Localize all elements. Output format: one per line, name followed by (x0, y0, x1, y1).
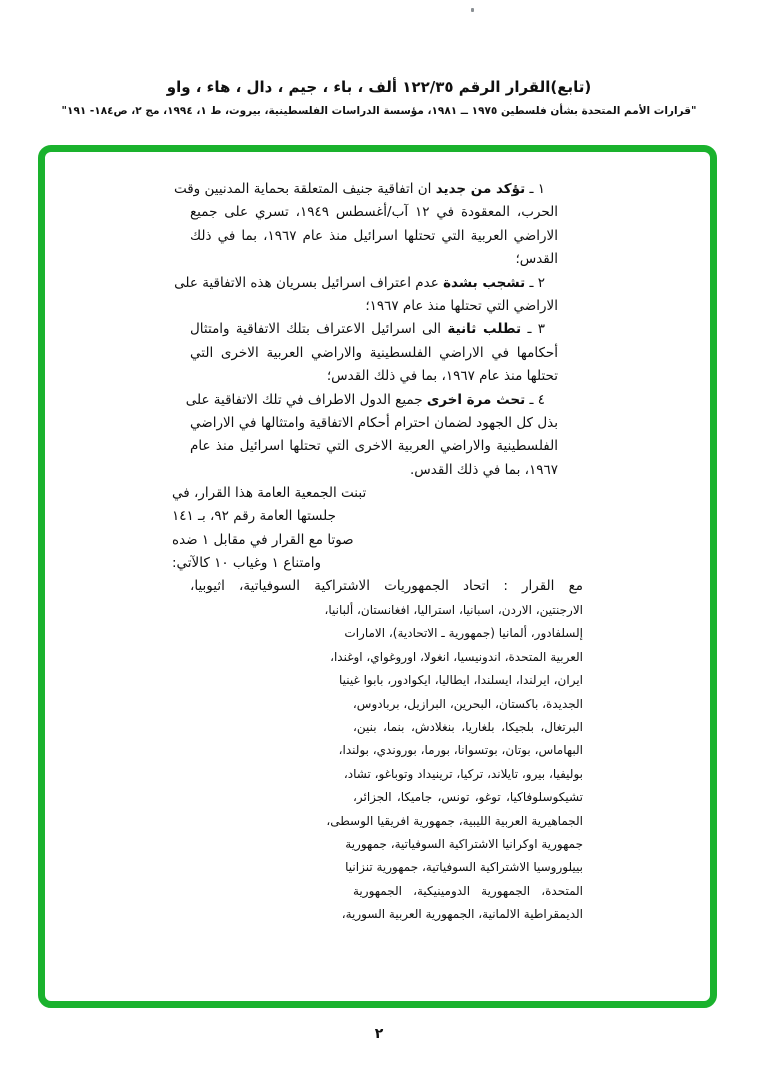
paragraph-text: عدم اعتراف اسرائيل بسريان هذه الاتفاقية على (174, 274, 439, 291)
paragraph-4-line: بذل كل الجهود لضمان احترام أحكام الاتفاقية وامتثالها في الاراضي (190, 414, 558, 431)
country-list-line: الجديدة، باكستان، البحرين، البرازيل، بربادوس، (352, 696, 583, 711)
country-list-line: تشيكوسلوفاكيا، توغو، تونس، جاميكا، الجزائر، (353, 790, 583, 805)
paragraph-4-line (185, 389, 558, 412)
paragraph-lead-bold: تشجب بشدة (443, 274, 526, 291)
resolution-body (173, 178, 558, 482)
paragraph-3-line: تحتلها منذ عام ١٩٦٧، بما في ذلك القدس؛ (326, 368, 558, 385)
paragraph-text: ان اتفاقية جنيف المتعلقة بحماية المدنيين وقت (173, 181, 432, 197)
resolution-title: (تابع)القرار الرقم ١٢٢/٣٥ ألف ، باء ، جيم ، دال ، هاء ، واو (166, 78, 592, 96)
country-list-line: إلسلفادور، ألمانيا (جمهورية ـ الاتحادية)، الامارات (344, 626, 583, 641)
paragraph-number: ٤ ـ (529, 391, 545, 408)
paragraph-1-line: الحرب، المعقودة في ١٢ آب/أغسطس ١٩٤٩، تسري على جميع (190, 204, 558, 221)
paragraph-lead-bold: تطلب ثانية (447, 321, 522, 338)
paragraph-3-line (190, 318, 558, 341)
page-header (0, 78, 758, 117)
vote-colon: : (503, 578, 508, 594)
adoption-line: تبنت الجمعية العامة هذا القرار، في (172, 485, 367, 501)
country-list-line: الارجنتين، الاردن، اسبانيا، استراليا، افغانستان، ألبانيا، (324, 603, 583, 617)
vote-country-list (324, 599, 583, 926)
source-citation: "قرارات الأمم المتحدة بشأن فلسطين ١٩٧٥ ــ ١٩٨١، مؤسسة الدراسات الفلسطينية، بيروت، ط ١، ١٩٩٤، مج ٢، ص١٨٤- ١٩١" (61, 105, 697, 117)
scan-artifact-dot (471, 8, 474, 12)
paragraph-1-line (173, 178, 558, 201)
adoption-line: جلستها العامة رقم ٩٢، بـ ١٤١ (172, 508, 336, 525)
vote-countries-start: اتحاد الجمهوريات الاشتراكية السوفياتية، اثيوبيا، (190, 578, 490, 594)
vote-record-first-line (190, 575, 583, 598)
paragraph-1-line: الاراضي العربية التي تحتلها اسرائيل منذ عام ١٩٦٧، بما في ذلك (190, 227, 558, 244)
paragraph-3-line: أحكامها في الاراضي الفلسطينية والاراضي العربية الاخرى التي (190, 344, 558, 361)
paragraph-number: ٣ ـ (527, 321, 545, 338)
adoption-note (172, 482, 440, 576)
country-list-line: ايران، ايرلندا، ايسلندا، ايطاليا، ايكوادور، بابوا غينيا (338, 673, 583, 688)
country-list-line: العربية المتحدة، اندونيسيا، انغولا، اوروغواي، اوغندا، (330, 649, 583, 664)
paragraph-lead-bold: تحث مرة اخرى (426, 391, 526, 408)
vote-label: مع القرار (521, 578, 583, 594)
paragraph-number: ٢ ـ (529, 274, 545, 291)
paragraph-1-line: القدس؛ (515, 251, 558, 268)
country-list-line: الديمقراطية الالمانية، الجمهورية العربية السورية، (341, 907, 583, 922)
adoption-line: وامتناع ١ وغياب ١٠ كالآتي: (172, 555, 322, 572)
page-number: ٢ (374, 1026, 384, 1042)
country-list-line: البرتغال، بلجيكا، بلغاريا، بنغلادش، بنما، بنين، (353, 719, 583, 734)
paragraph-2-line (174, 272, 558, 295)
country-list-line: البهاماس، بوتان، بوتسوانا، بورما، بوروندي، بولندا، (338, 743, 583, 758)
paragraph-2-line: الاراضي التي تحتلها منذ عام ١٩٦٧؛ (365, 297, 558, 314)
vote-first-line (190, 575, 583, 598)
paragraph-text: جميع الدول الاطراف في تلك الاتفاقية على (185, 391, 423, 408)
paragraph-4-line: ١٩٦٧، بما في ذلك القدس. (410, 461, 558, 478)
paragraph-number: ١ ـ (529, 181, 545, 197)
paragraph-lead-bold: تؤكد من جديد (435, 181, 526, 197)
country-list-line: المتحدة، الجمهورية الدومينيكية، الجمهورية (353, 883, 583, 898)
country-list-line: جمهورية اوكرانيا الاشتراكية السوفياتية، جمهورية (345, 836, 583, 851)
paragraph-text: الى اسرائيل الاعتراف بتلك الاتفاقية وامتثال (190, 321, 442, 338)
country-list-line: الجماهيرية العربية الليبية، جمهورية افريقيا الوسطى، (326, 813, 583, 828)
paragraph-4-line: الفلسطينية والاراضي العربية الاخرى التي تحتلها اسرائيل منذ عام (190, 438, 558, 455)
country-list-line: بوليفيا، بيرو، تايلاند، تركيا، ترينيداد وتوباغو، تشاد، (343, 766, 583, 781)
country-list-line: بييلوروسيا الاشتراكية السوفياتية، جمهورية تنزانيا (345, 860, 583, 875)
adoption-line: صوتا مع القرار في مقابل ١ ضده (172, 531, 354, 548)
